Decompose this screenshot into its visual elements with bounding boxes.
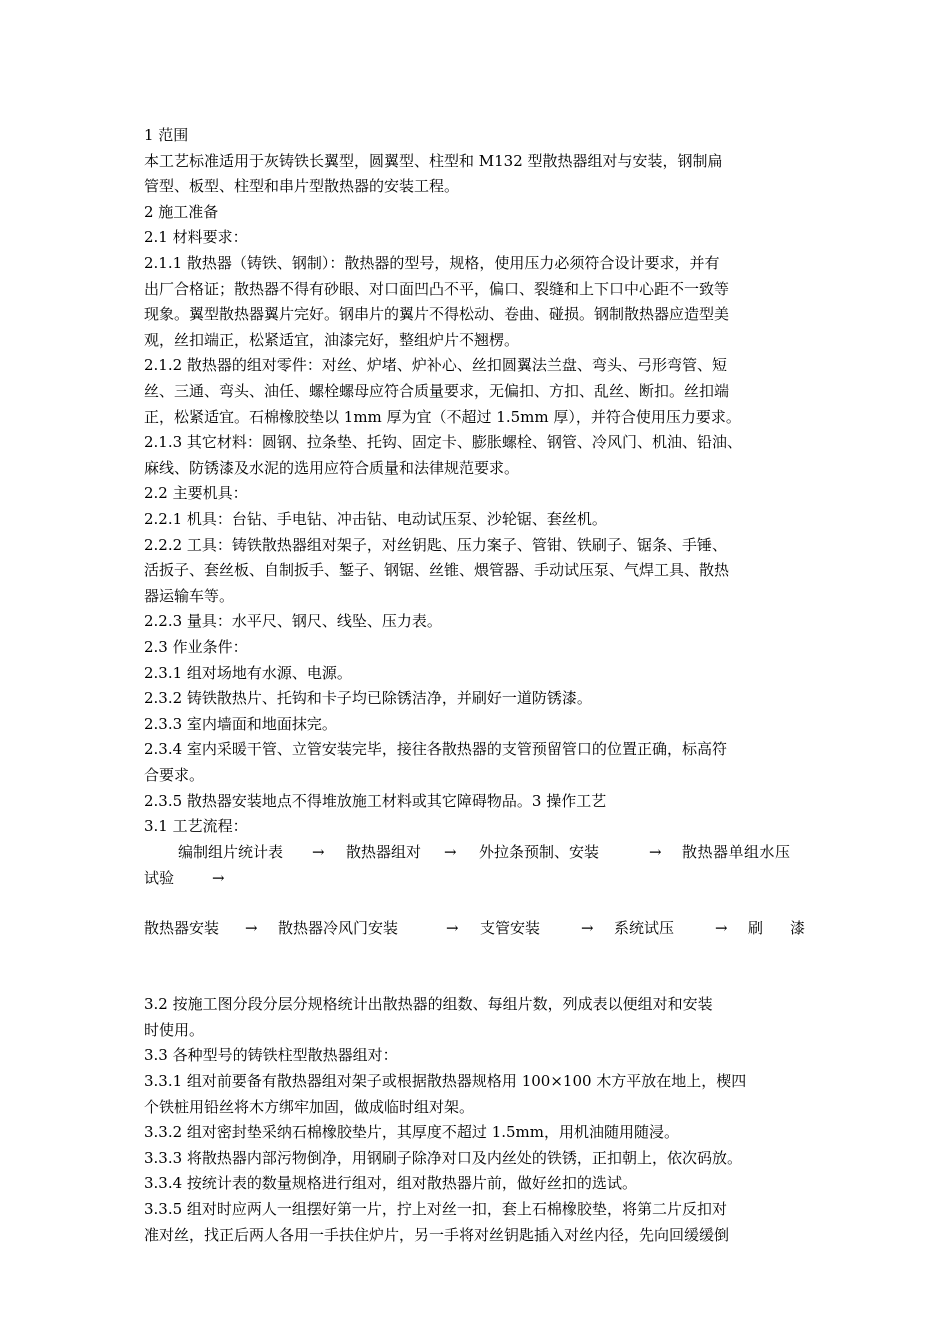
arrow-icon: → xyxy=(581,919,594,937)
arrow-icon: → xyxy=(715,919,728,937)
paragraph-line: 2.1.3 其它材料：圆钢、拉条垫、托钩、固定卡、膨胀螺栓、钢管、冷风门、机油、铅油、 xyxy=(144,433,742,451)
paragraph-line: 本工艺标准适用于灰铸铁长翼型，圆翼型、柱型和 M132 型散热器组对与安装，钢制扁 xyxy=(144,152,723,170)
paragraph-line: 丝、三通、弯头、油任、螺栓螺母应符合质量要求，无偏扣、方扣、乱丝、断扣。丝扣端 xyxy=(144,382,730,400)
arrow-icon: → xyxy=(446,919,459,937)
paragraph-line: 现象。翼型散热器翼片完好。钢串片的翼片不得松动、卷曲、碰损。钢制散热器应造型美 xyxy=(144,305,730,323)
paragraph-line: 2.3.3 室内墙面和地面抹完。 xyxy=(144,715,337,733)
paragraph-line: 2.3.2 铸铁散热片、托钩和卡子均已除锈洁净，并刷好一道防锈漆。 xyxy=(144,689,592,707)
paragraph-line: 2.1.2 散热器的组对零件：对丝、炉堵、炉补心、丝扣圆翼法兰盘、弯头、弓形弯管、短 xyxy=(144,356,727,374)
arrow-icon: → xyxy=(649,843,662,861)
flow-step: 散热器组对 xyxy=(346,843,422,861)
paragraph-line: 管型、板型、柱型和串片型散热器的安装工程。 xyxy=(144,177,460,195)
paragraph-line: 出厂合格证；散热器不得有砂眼、对口面凹凸不平，偏口、裂缝和上下口中心距不一致等 xyxy=(144,280,730,298)
paragraph-line: 3.2 按施工图分段分层分规格统计出散热器的组数、每组片数，列成表以便组对和安装 xyxy=(144,995,713,1013)
paragraph-line: 3.3.3 将散热器内部污物倒净，用钢刷子除净对口及内丝处的铁锈，正扣朝上，依次码放。 xyxy=(144,1149,742,1167)
arrow-icon: → xyxy=(444,843,457,861)
flow-step: 散热器单组水压 xyxy=(682,843,791,861)
flow-step: 外拉条预制、安装 xyxy=(479,843,600,861)
flow-step: 试验 xyxy=(144,869,175,887)
paragraph-line: 3.3.4 按统计表的数量规格进行组对，组对散热器片前，做好丝扣的选试。 xyxy=(144,1174,637,1192)
paragraph-line: 3.3.2 组对密封垫采纳石棉橡胶垫片，其厚度不超过 1.5mm，用机油随用随浸。 xyxy=(144,1123,680,1141)
flow-step: 系统试压 xyxy=(614,919,675,937)
paragraph-line: 器运输车等。 xyxy=(144,587,235,605)
heading-scope: 1 范围 xyxy=(144,126,189,144)
paragraph-line: 正，松紧适宜。石棉橡胶垫以 1mm 厚为宜（不超过 1.5mm 厚），并符合使用压力要求。 xyxy=(144,408,741,426)
paragraph-line: 2.3.5 散热器安装地点不得堆放施工材料或其它障碍物品。3 操作工艺 xyxy=(144,792,607,810)
paragraph-line: 2.2.3 量具：水平尺、钢尺、线坠、压力表。 xyxy=(144,612,442,630)
paragraph-line: 时使用。 xyxy=(144,1021,205,1039)
paragraph-line: 合要求。 xyxy=(144,766,205,784)
flow-step: 漆 xyxy=(790,919,806,937)
flow-step: 支管安装 xyxy=(480,919,541,937)
paragraph-line: 麻线、防锈漆及水泥的选用应符合质量和法律规范要求。 xyxy=(144,459,520,477)
paragraph-line: 2.2.1 机具：台钻、手电钻、冲击钻、电动试压泵、沙轮锯、套丝机。 xyxy=(144,510,607,528)
subheading: 3.1 工艺流程： xyxy=(144,817,248,835)
flow-step: 散热器冷风门安装 xyxy=(278,919,399,937)
paragraph-line: 活扳子、套丝板、自制扳手、錾子、钢锯、丝锥、煨管器、手动试压泵、气焊工具、散热 xyxy=(144,561,730,579)
subheading: 2.3 作业条件： xyxy=(144,638,248,656)
paragraph-line: 个铁桩用铅丝将木方绑牢加固，做成临时组对架。 xyxy=(144,1098,475,1116)
subheading: 2.2 主要机具： xyxy=(144,484,248,502)
paragraph-line: 2.3.4 室内采暖干管、立管安装完毕，接往各散热器的支管预留管口的位置正确，标高符 xyxy=(144,740,727,758)
flow-step: 刷 xyxy=(748,919,764,937)
heading-preparation: 2 施工准备 xyxy=(144,203,219,221)
paragraph-line: 观，丝扣端正，松紧适宜，油漆完好，整组炉片不翘楞。 xyxy=(144,331,520,349)
paragraph-line: 2.3.1 组对场地有水源、电源。 xyxy=(144,664,352,682)
arrow-icon: → xyxy=(312,843,325,861)
subheading: 2.1 材料要求： xyxy=(144,228,248,246)
paragraph-line: 3.3.1 组对前要备有散热器组对架子或根据散热器规格用 100×100 木方平放在地上，楔四 xyxy=(144,1072,747,1090)
flow-step: 散热器安装 xyxy=(144,919,220,937)
arrow-icon: → xyxy=(245,919,258,937)
paragraph-line: 2.2.2 工具：铸铁散热器组对架子，对丝钥匙、压力案子、管钳、铁刷子、锯条、手锤、 xyxy=(144,536,727,554)
paragraph-line: 2.1.1 散热器（铸铁、钢制）：散热器的型号，规格，使用压力必须符合设计要求，并有 xyxy=(144,254,720,272)
subheading: 3.3 各种型号的铸铁柱型散热器组对： xyxy=(144,1046,398,1064)
paragraph-line: 准对丝，找正后两人各用一手扶住炉片，另一手将对丝钥匙插入对丝内径，先向回缓缓倒 xyxy=(144,1226,730,1244)
arrow-icon: → xyxy=(212,869,225,887)
flow-step: 编制组片统计表 xyxy=(178,843,284,861)
paragraph-line: 3.3.5 组对时应两人一组摆好第一片，拧上对丝一扣，套上石棉橡胶垫，将第二片反扣对 xyxy=(144,1200,727,1218)
